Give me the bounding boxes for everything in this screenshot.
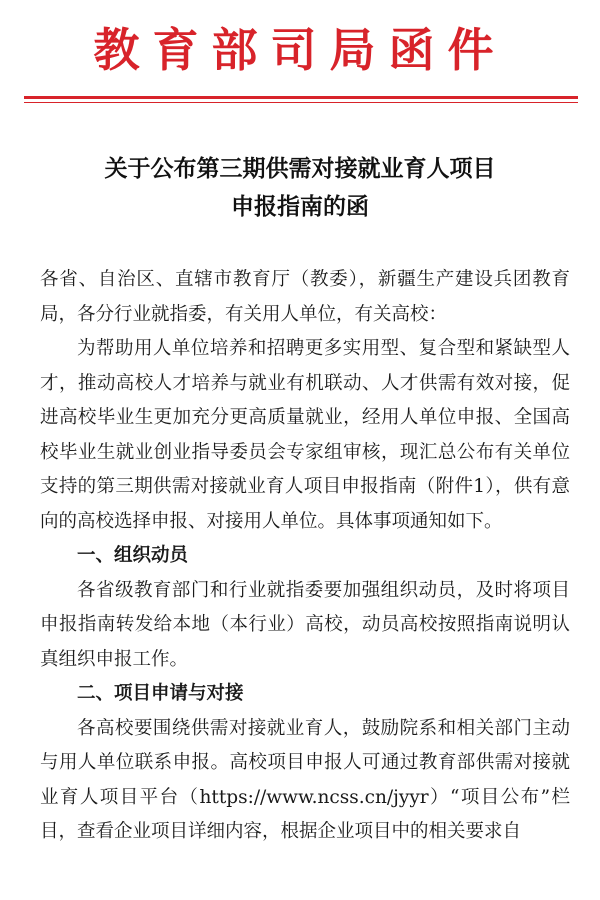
document-title xyxy=(0,150,600,226)
letterhead-rule-thin xyxy=(24,102,578,103)
section1-heading: 一、组织动员 xyxy=(77,545,189,566)
salutation: 各省、自治区、直辖市教育厅（教委），新疆生产建设兵团教育局，各分行业就指委，有关用人单位，有关高校： xyxy=(40,269,570,325)
section2-paragraph: 各高校要围绕供需对接就业育人，鼓励院系和相关部门主动与用人单位联系申报。高校项目申报人可通过教育部供需对接就业育人项目平台（https://www.ncss.cn/jyyr）“项目公布”栏目，查看企业项目详细内容，根据企业项目中的相关要求自 xyxy=(40,717,570,842)
letterhead-title: 教育部司局函件 xyxy=(93,23,507,77)
intro-paragraph: 为帮助用人单位培养和招聘更多实用型、复合型和紧缺型人才，推动高校人才培养与就业有机联动、人才供需有效对接，促进高校毕业生更加充分更高质量就业，经用人单位申报、全国高校毕业生就业创业指导委员会专家组审核，现汇总公布有关单位支持的第三期供需对接就业育人项目申报指南（附件1），供有意向的高校选择申报、对接用人单位。具体事项通知如下。 xyxy=(40,338,570,532)
letterhead-rule-thick xyxy=(24,96,578,99)
document-body xyxy=(40,263,570,850)
section2-heading: 二、项目申请与对接 xyxy=(77,683,244,704)
document-title-line1: 关于公布第三期供需对接就业育人项目 xyxy=(104,155,496,182)
document-title-line2: 申报指南的函 xyxy=(231,193,369,220)
section1-paragraph: 各省级教育部门和行业就指委要加强组织动员，及时将项目申报指南转发给本地（本行业）高校，动员高校按照指南说明认真组织申报工作。 xyxy=(40,579,570,670)
